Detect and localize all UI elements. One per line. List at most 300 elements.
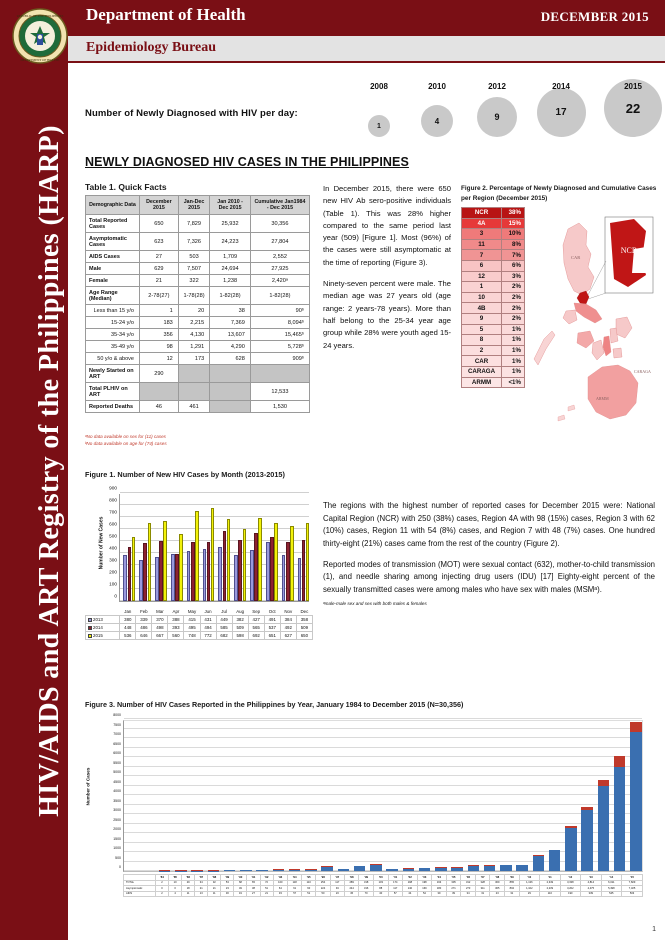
figure3-value-cell: 30 [221,891,234,897]
figure3-bar-stack [354,719,366,871]
figure3-value-cell: 54 [417,891,432,897]
bubble-group-2014 [529,82,593,137]
figure1-value-cell: 494 [200,624,216,632]
figure2-region-row [462,313,525,324]
bubble-value-2014: 17 [537,88,586,137]
figure1-value-cell: 585 [216,624,232,632]
table1-row-label: 15-24 y/o [86,317,140,329]
figure1-value-cell: 498 [152,624,168,632]
svg-text:ARMM: ARMM [596,396,609,401]
figure1-data-body [86,616,313,640]
figure3-year-header: '99 [359,875,374,881]
table1-cell [178,383,209,401]
table1-cell: 1-82(28) [210,287,251,305]
figure2-region-name: 12 [462,271,502,282]
table1-footnote: ᵃNo data available on sex for (11) cases [85,434,167,441]
table1-row-label: Male [86,263,140,275]
figure3-plot-area [123,720,643,872]
figure1-month-header: May [184,608,200,616]
figure1-bar-group [123,493,135,601]
figure1-value-cell: 370 [152,616,168,624]
table-row [86,251,310,263]
figure3-value-cell: 118 [288,880,302,886]
figure3-y-tick: 5500 [113,761,121,765]
table1-cell [178,365,209,383]
figure3-value-cell: 21 [195,886,208,892]
figure3-bar-stack [386,719,398,871]
figure3-segment-asymptomatic [321,867,333,871]
figure1-bar-group [155,493,167,601]
figure3-value-cell: 18 [182,886,195,892]
figure1-value-cell: 448 [120,624,136,632]
table-row [86,401,310,413]
table1-cell: 27,925 [250,263,309,275]
figure1-bar [302,540,306,601]
figure2-region-row [462,229,525,240]
table-row [86,275,310,287]
figure1-bar [179,534,183,601]
table1-row-label: 50 y/o & above [86,353,140,365]
figure1-bar [270,537,274,601]
table1-cell: 2,420ᵃ [250,275,309,287]
figure3-value-cell: 51 [302,891,316,897]
figure1-value-cell: 509 [296,624,312,632]
figure3-value-cell: 34 [195,880,208,886]
figure3-y-tick: 7000 [113,732,121,736]
figure1-bar [175,554,179,601]
figure1-bar [139,560,143,601]
msm-footnote: ᵃmale-male sex and sex with both males & females [323,600,655,607]
figure1-bar [274,523,278,601]
page-title: NEWLY DIAGNOSED HIV CASES IN THE PHILIPPINES [85,155,409,169]
figure3-segment-asymptomatic [630,732,642,871]
figure2-region-row [462,282,525,293]
figure1-value-cell: 449 [216,616,232,624]
narrative-wide-column [323,500,655,616]
table1-caption: Table 1. Quick Facts [85,182,167,192]
figure2-region-row [462,345,525,356]
figure1-bar [143,543,147,601]
table1-cell: 7,829 [178,215,209,233]
figure2-region-name: CARAGA [462,366,502,377]
figure3-value-cell: 13 [195,891,208,897]
figure3-bar-stack [435,719,447,871]
figure1-value-cell: 536 [120,632,136,640]
figure1-y-tick: 100 [109,582,117,587]
figure1-legend-swatch [88,618,92,622]
table1-cell: 98 [139,341,178,353]
figure2-region-pct: 2% [502,313,525,324]
figure1-bar-group [171,493,183,601]
table1-col-header: Jan 2010 - Dec 2015 [210,196,251,215]
figure3-year-header: '12 [560,875,581,881]
bubble-group-2015 [601,82,665,137]
table1-cell [210,365,251,383]
bubble-value-2012: 9 [477,97,517,137]
figure3-year-header: '10 [519,875,540,881]
figure3-value-cell: 7,325 [622,886,643,892]
figure3-value-cell: 33 [273,891,288,897]
figure3-value-cell: 100 [273,880,288,886]
figure3-bar-stack [321,719,333,871]
figure1-bar [128,547,132,601]
department-name: Department of Health [86,5,246,25]
table1-footnotes [85,434,167,448]
figure3-year-header: '02 [403,875,418,881]
table-row [86,329,310,341]
figure1-value-cell: 384 [280,616,296,624]
table1-col-header: Demographic Data [86,196,140,215]
figure2-region-row [462,271,525,282]
figure3-value-cell: 289 [344,880,359,886]
figure3-value-cell: 70 [359,891,374,897]
table1-row-label: Female [86,275,140,287]
figure3-segment-asymptomatic [289,870,301,871]
masthead-bar [68,0,665,36]
table1-cell [210,401,251,413]
figure3-segment-asymptomatic [224,870,236,871]
figure1-value-cell: 495 [184,624,200,632]
figure3-caption: Figure 3. Number of HIV Cases Reported in the Philippines by Year, January 1984 to December 2015 (N=30,356) [85,700,463,709]
figure3-segment-asymptomatic [273,870,285,871]
figure3-value-cell: 198 [417,880,432,886]
table1-row-label: 35-49 y/o [86,341,140,353]
table1-cell: 4,130 [178,329,209,341]
figure1-bar [298,558,302,601]
figure2-region-row [462,250,525,261]
bubble-group-2010 [405,82,469,137]
figure1-value-cell: 358 [296,616,312,624]
figure3-value-cell: 316 [359,886,374,892]
figure1-bar [227,519,231,601]
publication-title: HIV/AIDS and ART Registry of the Philippines (HARP) [34,0,66,951]
figure3-value-cell: 503 [622,891,643,897]
figure2-region-pct: 1% [502,366,525,377]
figure1-value-cell: 650 [296,632,312,640]
table-row [86,383,310,401]
body-paragraph: Reported modes of transmission (MOT) were sexual contact (632), mother-to-child transmission (1), and needle sharing among injecting drug users (IDU) [17] Eighty-eight percent of the sexually transmitted cases were among males who have sex with males (MSMᵃ). [323,559,655,597]
figure1-y-tick: 400 [109,546,117,551]
figure2-region-row [462,324,525,335]
figure1-bar [123,555,127,601]
figure1-y-axis-title: Number of New Cases [98,517,104,570]
figure1-month-header: Oct [264,608,280,616]
figure1-bar [207,542,211,601]
body-paragraph: Ninety-seven percent were male. The median age was 27 years old (age range: 2 years-78 years). More than half belong to the 25-34 year age group while 28% were youth aged 15-24 years. [323,278,451,352]
figure1-y-tick: 0 [114,594,117,599]
table1-cell: 7,507 [178,263,209,275]
figure3-value-cell: 3,338 [560,880,581,886]
table1-cell: 13,607 [210,329,251,341]
figure3-value-cell: 339 [581,891,602,897]
figure3-year-header: '15 [622,875,643,881]
figure3-row-label: AIDS [124,891,156,897]
table-row [86,365,310,383]
bureau-name: Epidemiology Bureau [86,40,216,56]
figure2-region-row [462,239,525,250]
figure3-bar-stack [208,719,220,871]
figure3-value-cell: 27 [247,891,260,897]
figure1-month-header: Nov [280,608,296,616]
figure1-data-header [86,608,313,616]
figure3-value-cell: 88 [373,886,388,892]
figure3-value-cell: 29 [519,891,540,897]
figure3-bar-stack [500,719,512,871]
table1-row-label: Total PLHIV on ART [86,383,140,401]
figure3-value-cell: 31 [475,891,490,897]
figure1-value-cell: 491 [264,616,280,624]
table1-cell: 25,932 [210,215,251,233]
table1-cell: 24,694 [210,263,251,275]
figure3-value-cell: 865 [505,880,520,886]
figure3-y-tick: 500 [115,856,121,860]
figure3-value-cell: 311 [475,886,490,892]
table1-cell: 5,728ᵇ [250,341,309,353]
figure2-region-pct: 1% [502,324,525,335]
figure3-year-header: '14 [601,875,622,881]
figure1-bar-group [203,493,215,601]
figure3-value-cell: 318 [359,880,374,886]
figure1-data-table [85,608,313,640]
figure3-year-header: '95 [302,875,316,881]
figure3-y-tick: 3500 [113,799,121,803]
cases-per-day-label: Number of Newly Diagnosed with HIV per day: [85,108,335,119]
figure1-bar [148,523,152,601]
svg-text:CAR: CAR [571,255,580,260]
figure1-bar [203,549,207,601]
figure1-bar-group [282,493,294,601]
figure3-bar-stack [565,719,577,871]
figure3-value-cell: 254 [316,880,331,886]
figure3-segment-asymptomatic [354,866,366,871]
figure2-region-pct: 7% [502,250,525,261]
figure3-bar-stack [419,719,431,871]
figure3-value-cell: 57 [388,891,403,897]
figure1-bar-group [187,493,199,601]
figure2-region-name: CAR [462,356,502,367]
figure3-value-cell: 51 [260,886,273,892]
bubble-value-2010: 4 [421,105,453,137]
narrative-column [323,183,451,361]
figure3-value-cell: 68 [234,880,247,886]
figure3-value-cell: 60 [302,886,316,892]
figure2-region-row [462,356,525,367]
figure3-year-header: '97 [330,875,344,881]
figure2-region-row [462,335,525,346]
figure2-region-pct: 1% [502,345,525,356]
figure1-series-row [86,624,313,632]
figure3-bar-stack [143,719,155,871]
figure1-value-cell: 627 [280,632,296,640]
table1-cell: 20 [178,305,209,317]
body-paragraph: In December 2015, there were 650 new HIV Ab sero-positive individuals (Table 1). This was 28% higher compared to the same period last year (509) [Figure 1]. Most (96%) of the cases were still asymptomatic at the time of reporting (Figure 3). [323,183,451,269]
figure3-segment-asymptomatic [435,868,447,871]
table1-cell: 90ᵇ [250,305,309,317]
figure1-bar [282,555,286,601]
table1-col-header: Cumulative Jan1984 - Dec 2015 [250,196,309,215]
figure3-value-cell: 34 [461,891,476,897]
figure3-year-header: '11 [540,875,561,881]
figure3-value-cell: 44 [403,891,418,897]
figure1-value-cell: 646 [136,632,152,640]
table1-cell: 27,804 [250,233,309,251]
figure1-y-tick: 200 [109,570,117,575]
table1-cell: 290 [139,365,178,383]
figure1-value-cell: 427 [248,616,264,624]
figure1-bar-group [218,493,230,601]
figure3-bar-stack [516,719,528,871]
table1-cell: 1,709 [210,251,251,263]
figure3-value-cell: 193 [432,880,447,886]
quick-facts-table [85,195,310,413]
figure1-y-tick: 600 [109,522,117,527]
figure1-value-cell: 486 [136,624,152,632]
table1-row-label: AIDS Cases [86,251,140,263]
figure3-bar-stack [630,719,642,871]
figure2-region-row [462,366,525,377]
figure2-region-row [462,208,525,219]
figure1-value-cell: 393 [168,624,184,632]
figure3-y-tick: 6000 [113,751,121,755]
table1-cell: 461 [178,401,209,413]
figure1-series-label: 2013 [86,616,120,624]
figure1-y-tick: 500 [109,534,117,539]
figure1-bar [218,547,222,601]
figure2-region-table [461,207,525,388]
figure3-year-header: '91 [247,875,260,881]
figure3-value-cell: 0 [169,886,182,892]
figure3-bar-stack [159,719,171,871]
figure3-segment-asymptomatic [549,850,561,871]
figure1-legend-swatch [88,626,92,630]
figure3-value-cell: 103 [373,880,388,886]
figure3-value-cell: 53 [221,880,234,886]
figure2-region-pct: 2% [502,292,525,303]
figure3-y-tick: 1500 [113,837,121,841]
figure2-region-pct: <1% [502,377,525,388]
figure3-year-header: '86 [182,875,195,881]
table1-cell: 1,291 [178,341,209,353]
figure3-bar-stack [240,719,252,871]
figure3-year-header: '09 [505,875,520,881]
table-row [86,353,310,365]
table1-cell: 8,094ᵇ [250,317,309,329]
svg-text:NCR: NCR [621,246,638,255]
figure3-segment-asymptomatic [240,870,252,871]
figure2-region-name: 2 [462,345,502,356]
figure1-bar [191,542,195,601]
figure3-value-cell: 65 [247,880,260,886]
figure3-value-cell: 23 [330,891,344,897]
bubble-group-2012 [465,82,529,137]
table1-cell: 1,530 [250,401,309,413]
figure1-value-cell: 682 [216,632,232,640]
bubble-group-2008 [347,82,411,137]
figure3-bar-stack [468,719,480,871]
figure3-y-tick: 2500 [113,818,121,822]
figure3-segment-asymptomatic [370,865,382,871]
figure3-value-cell: 309 [490,880,505,886]
table1-row-label: Newly Started on ART [86,365,140,383]
figure1-bar [171,554,175,601]
figure3-year-header: '03 [417,875,432,881]
figure3-bar-stack [451,719,463,871]
table1-cell: 46 [139,401,178,413]
figure2-region-name: 6 [462,260,502,271]
figure1-bar [195,511,199,601]
figure3-year-header: '94 [288,875,302,881]
table1-cell: 15,465ᵇ [250,329,309,341]
figure3-y-tick: 4500 [113,780,121,784]
figure3-value-cell: 190 [560,891,581,897]
table1-row-label: Age Range (Median) [86,287,140,305]
table-row [86,215,310,233]
figure1-bar-group [234,493,246,601]
figure1-bar [286,542,290,601]
figure1-value-cell: 565 [248,624,264,632]
table1-cell: 1-78(28) [178,287,209,305]
figure3-value-cell: 2,349 [540,880,561,886]
figure3-value-cell: 117 [388,886,403,892]
svg-text:CARAGA: CARAGA [634,369,651,374]
table1-row-label: Total Reported Cases [86,215,140,233]
figure1-month-header: Jun [200,608,216,616]
figure3-segment-asymptomatic [305,870,317,871]
figure3-y-tick: 0 [119,865,121,869]
figure3-value-cell: 273 [461,886,476,892]
table1-footnote: ᵇNo data available on age for (74) cases [85,441,167,448]
philippines-choropleth-map [530,207,657,439]
figure2-region-name: 5 [462,324,502,335]
table-row [86,341,310,353]
figure1-value-cell: 492 [280,624,296,632]
bubble-year-label: 2008 [347,82,411,91]
figure3-year-header: '00 [373,875,388,881]
figure3-year-header: '85 [169,875,182,881]
figure3-value-cell: 140 [403,886,418,892]
figure3-bar-stack [614,719,626,871]
figure3-value-cell: 23 [490,891,505,897]
figure3-value-cell: 31 [505,891,520,897]
figure3-value-cell: 224 [316,886,331,892]
figure2-region-name: 11 [462,239,502,250]
figure3-segment-asymptomatic [598,786,610,871]
figure2-region-name: 7 [462,250,502,261]
figure1-bar-group [139,493,151,601]
figure3-segment-asymptomatic [533,856,545,871]
figure3-bar-stack [224,719,236,871]
figure3-year-header: '07 [475,875,490,881]
figure1-value-cell: 415 [184,616,200,624]
figure3-segment-asymptomatic [500,865,512,871]
figure2-region-name: NCR [462,208,502,219]
figure1-y-tick: 700 [109,510,117,515]
figure1-caption: Figure 1. Number of New HIV Cases by Month (2013-2015) [85,470,285,479]
figure2-region-pct: 10% [502,229,525,240]
table1-cell: 38 [210,305,251,317]
table1-row-label: 35-34 y/o [86,329,140,341]
table1-row-label: Asymptomatic Cases [86,233,140,251]
figure3-value-cell: 61 [288,886,302,892]
figure1-bar [155,557,159,601]
figure3-year-header: '92 [260,875,273,881]
table1-cell: 4,290 [210,341,251,353]
figure1-value-cell: 598 [232,632,248,640]
figure1-bar-group [250,493,262,601]
figure3-value-cell: 64 [273,886,288,892]
figure3-value-cell: 174 [388,880,403,886]
figure3-year-header: '05 [446,875,461,881]
